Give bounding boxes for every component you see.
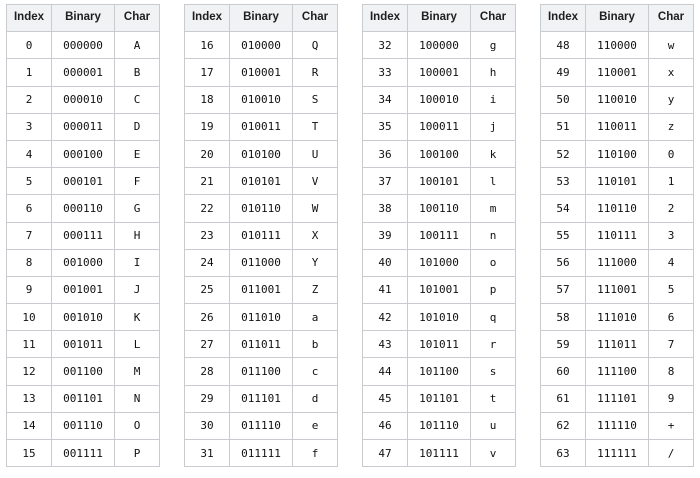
cell-binary: 100000 [408, 32, 471, 59]
cell-char: T [293, 113, 338, 140]
cell-char: G [115, 195, 160, 222]
cell-index: 60 [541, 358, 586, 385]
table-header-row [185, 5, 338, 32]
table-row [185, 168, 338, 195]
table-row [363, 276, 516, 303]
cell-binary: 011100 [230, 358, 293, 385]
cell-char: N [115, 385, 160, 412]
cell-char: M [115, 358, 160, 385]
cell-index: 11 [7, 331, 52, 358]
cell-char: k [471, 140, 516, 167]
cell-char: m [471, 195, 516, 222]
cell-binary: 001110 [52, 412, 115, 439]
table-row [363, 331, 516, 358]
base64-table-block-3 [540, 4, 694, 467]
cell-index: 7 [7, 222, 52, 249]
cell-binary: 001111 [52, 440, 115, 467]
table-row [7, 276, 160, 303]
table-row [541, 195, 694, 222]
cell-binary: 111011 [586, 331, 649, 358]
table-row [541, 59, 694, 86]
cell-char: V [293, 168, 338, 195]
cell-binary: 101111 [408, 440, 471, 467]
cell-char: J [115, 276, 160, 303]
table-row [185, 440, 338, 467]
table-row [541, 358, 694, 385]
table-row [7, 140, 160, 167]
cell-index: 19 [185, 113, 230, 140]
cell-binary: 110111 [586, 222, 649, 249]
cell-char: 6 [649, 304, 694, 331]
cell-index: 40 [363, 249, 408, 276]
column-header-char: Char [649, 5, 694, 32]
cell-index: 10 [7, 304, 52, 331]
cell-binary: 010001 [230, 59, 293, 86]
table-row [363, 385, 516, 412]
cell-index: 37 [363, 168, 408, 195]
cell-binary: 011101 [230, 385, 293, 412]
cell-binary: 101000 [408, 249, 471, 276]
table-row [541, 249, 694, 276]
cell-char: D [115, 113, 160, 140]
cell-index: 42 [363, 304, 408, 331]
base64-table-block-1 [184, 4, 338, 467]
cell-binary: 101010 [408, 304, 471, 331]
cell-char: d [293, 385, 338, 412]
cell-index: 55 [541, 222, 586, 249]
cell-index: 27 [185, 331, 230, 358]
cell-char: 5 [649, 276, 694, 303]
cell-binary: 100010 [408, 86, 471, 113]
table-row [541, 168, 694, 195]
cell-binary: 001010 [52, 304, 115, 331]
cell-char: 9 [649, 385, 694, 412]
cell-index: 1 [7, 59, 52, 86]
table-row [363, 195, 516, 222]
table-row [541, 440, 694, 467]
cell-index: 22 [185, 195, 230, 222]
cell-char: a [293, 304, 338, 331]
cell-index: 33 [363, 59, 408, 86]
cell-char: L [115, 331, 160, 358]
cell-index: 51 [541, 113, 586, 140]
cell-index: 34 [363, 86, 408, 113]
cell-binary: 100110 [408, 195, 471, 222]
cell-char: O [115, 412, 160, 439]
cell-binary: 010010 [230, 86, 293, 113]
table-row [185, 32, 338, 59]
cell-index: 4 [7, 140, 52, 167]
cell-char: Q [293, 32, 338, 59]
table-row [185, 59, 338, 86]
table-row [541, 276, 694, 303]
table-header-row [363, 5, 516, 32]
cell-index: 26 [185, 304, 230, 331]
table-row [363, 168, 516, 195]
cell-index: 23 [185, 222, 230, 249]
cell-char: q [471, 304, 516, 331]
cell-char: g [471, 32, 516, 59]
table-header-3 [541, 5, 694, 32]
cell-binary: 010110 [230, 195, 293, 222]
cell-char: c [293, 358, 338, 385]
cell-binary: 100101 [408, 168, 471, 195]
table-row [185, 304, 338, 331]
cell-char: A [115, 32, 160, 59]
cell-index: 3 [7, 113, 52, 140]
table-row [363, 440, 516, 467]
cell-binary: 100111 [408, 222, 471, 249]
table-row [7, 412, 160, 439]
table-row [363, 358, 516, 385]
cell-index: 53 [541, 168, 586, 195]
cell-char: I [115, 249, 160, 276]
cell-char: 3 [649, 222, 694, 249]
column-header-index: Index [7, 5, 52, 32]
cell-char: / [649, 440, 694, 467]
cell-binary: 001001 [52, 276, 115, 303]
cell-binary: 000111 [52, 222, 115, 249]
cell-binary: 010011 [230, 113, 293, 140]
cell-index: 61 [541, 385, 586, 412]
cell-index: 39 [363, 222, 408, 249]
table-row [185, 276, 338, 303]
base64-table-block-2 [362, 4, 516, 467]
table-row [541, 222, 694, 249]
cell-char: w [649, 32, 694, 59]
cell-binary: 111010 [586, 304, 649, 331]
cell-binary: 101110 [408, 412, 471, 439]
cell-index: 16 [185, 32, 230, 59]
cell-binary: 110110 [586, 195, 649, 222]
cell-char: H [115, 222, 160, 249]
cell-char: X [293, 222, 338, 249]
cell-binary: 011000 [230, 249, 293, 276]
column-header-index: Index [363, 5, 408, 32]
cell-binary: 000001 [52, 59, 115, 86]
table-row [185, 358, 338, 385]
cell-index: 56 [541, 249, 586, 276]
cell-binary: 110010 [586, 86, 649, 113]
cell-index: 49 [541, 59, 586, 86]
cell-char: 4 [649, 249, 694, 276]
table-header-1 [185, 5, 338, 32]
cell-binary: 011110 [230, 412, 293, 439]
cell-char: 0 [649, 140, 694, 167]
cell-index: 35 [363, 113, 408, 140]
table-row [7, 195, 160, 222]
table-row [185, 412, 338, 439]
cell-binary: 111001 [586, 276, 649, 303]
table-row [185, 195, 338, 222]
cell-binary: 111100 [586, 358, 649, 385]
table-header-row [541, 5, 694, 32]
table-row [363, 304, 516, 331]
table-row [185, 331, 338, 358]
cell-char: f [293, 440, 338, 467]
cell-index: 44 [363, 358, 408, 385]
cell-index: 57 [541, 276, 586, 303]
cell-binary: 100011 [408, 113, 471, 140]
cell-char: P [115, 440, 160, 467]
table-row [7, 168, 160, 195]
cell-char: e [293, 412, 338, 439]
table-row [541, 32, 694, 59]
cell-index: 14 [7, 412, 52, 439]
cell-binary: 110001 [586, 59, 649, 86]
column-header-char: Char [115, 5, 160, 32]
cell-index: 8 [7, 249, 52, 276]
table-body-3 [541, 32, 694, 467]
cell-binary: 011001 [230, 276, 293, 303]
cell-char: n [471, 222, 516, 249]
cell-index: 12 [7, 358, 52, 385]
cell-char: o [471, 249, 516, 276]
table-row [541, 140, 694, 167]
base64-table-block-0 [6, 4, 160, 467]
cell-binary: 110100 [586, 140, 649, 167]
cell-binary: 000010 [52, 86, 115, 113]
cell-index: 21 [185, 168, 230, 195]
cell-char: 2 [649, 195, 694, 222]
cell-char: S [293, 86, 338, 113]
table-row [363, 412, 516, 439]
cell-index: 36 [363, 140, 408, 167]
cell-index: 63 [541, 440, 586, 467]
cell-index: 62 [541, 412, 586, 439]
cell-binary: 001011 [52, 331, 115, 358]
table-row [185, 113, 338, 140]
cell-binary: 110011 [586, 113, 649, 140]
cell-binary: 100001 [408, 59, 471, 86]
cell-binary: 000110 [52, 195, 115, 222]
cell-char: x [649, 59, 694, 86]
column-header-binary: Binary [230, 5, 293, 32]
cell-binary: 011011 [230, 331, 293, 358]
cell-index: 52 [541, 140, 586, 167]
column-header-binary: Binary [586, 5, 649, 32]
cell-char: l [471, 168, 516, 195]
table-row [7, 440, 160, 467]
cell-char: U [293, 140, 338, 167]
table-body-1 [185, 32, 338, 467]
table-header-row [7, 5, 160, 32]
cell-char: Y [293, 249, 338, 276]
table-row [7, 331, 160, 358]
cell-binary: 000000 [52, 32, 115, 59]
cell-index: 54 [541, 195, 586, 222]
table-row [541, 113, 694, 140]
cell-binary: 101011 [408, 331, 471, 358]
cell-char: + [649, 412, 694, 439]
cell-index: 17 [185, 59, 230, 86]
table-header-2 [363, 5, 516, 32]
cell-char: i [471, 86, 516, 113]
table-row [363, 140, 516, 167]
cell-char: y [649, 86, 694, 113]
cell-index: 50 [541, 86, 586, 113]
cell-index: 45 [363, 385, 408, 412]
cell-char: t [471, 385, 516, 412]
table-row [541, 86, 694, 113]
cell-index: 43 [363, 331, 408, 358]
table-row [363, 59, 516, 86]
table-row [7, 86, 160, 113]
cell-index: 6 [7, 195, 52, 222]
table-row [7, 385, 160, 412]
table-row [541, 331, 694, 358]
cell-char: C [115, 86, 160, 113]
column-header-char: Char [293, 5, 338, 32]
column-header-binary: Binary [52, 5, 115, 32]
cell-char: 7 [649, 331, 694, 358]
table-row [541, 412, 694, 439]
table-row [185, 385, 338, 412]
cell-char: h [471, 59, 516, 86]
table-row [185, 86, 338, 113]
column-header-index: Index [185, 5, 230, 32]
cell-index: 48 [541, 32, 586, 59]
cell-index: 41 [363, 276, 408, 303]
cell-binary: 101100 [408, 358, 471, 385]
cell-index: 31 [185, 440, 230, 467]
cell-binary: 000101 [52, 168, 115, 195]
cell-binary: 111110 [586, 412, 649, 439]
cell-char: F [115, 168, 160, 195]
cell-binary: 001101 [52, 385, 115, 412]
cell-binary: 000100 [52, 140, 115, 167]
cell-binary: 100100 [408, 140, 471, 167]
cell-binary: 000011 [52, 113, 115, 140]
table-row [7, 32, 160, 59]
column-header-binary: Binary [408, 5, 471, 32]
cell-index: 46 [363, 412, 408, 439]
cell-index: 2 [7, 86, 52, 113]
cell-index: 13 [7, 385, 52, 412]
table-row [7, 358, 160, 385]
cell-index: 29 [185, 385, 230, 412]
cell-char: b [293, 331, 338, 358]
cell-index: 47 [363, 440, 408, 467]
cell-char: Z [293, 276, 338, 303]
table-row [185, 249, 338, 276]
cell-char: K [115, 304, 160, 331]
cell-binary: 010111 [230, 222, 293, 249]
cell-index: 15 [7, 440, 52, 467]
table-row [363, 113, 516, 140]
cell-binary: 001100 [52, 358, 115, 385]
cell-index: 18 [185, 86, 230, 113]
table-body-0 [7, 32, 160, 467]
cell-index: 5 [7, 168, 52, 195]
table-row [541, 385, 694, 412]
cell-index: 0 [7, 32, 52, 59]
cell-char: 8 [649, 358, 694, 385]
table-row [363, 222, 516, 249]
table-row [185, 140, 338, 167]
cell-index: 25 [185, 276, 230, 303]
cell-index: 38 [363, 195, 408, 222]
table-row [185, 222, 338, 249]
cell-char: z [649, 113, 694, 140]
cell-index: 9 [7, 276, 52, 303]
table-row [7, 59, 160, 86]
table-row [7, 113, 160, 140]
cell-char: E [115, 140, 160, 167]
table-row [363, 249, 516, 276]
cell-char: W [293, 195, 338, 222]
cell-binary: 110101 [586, 168, 649, 195]
cell-index: 20 [185, 140, 230, 167]
cell-binary: 011111 [230, 440, 293, 467]
table-row [7, 304, 160, 331]
cell-char: s [471, 358, 516, 385]
table-row [7, 249, 160, 276]
cell-binary: 010000 [230, 32, 293, 59]
cell-binary: 111111 [586, 440, 649, 467]
cell-char: B [115, 59, 160, 86]
table-row [363, 86, 516, 113]
cell-index: 28 [185, 358, 230, 385]
table-body-2 [363, 32, 516, 467]
table-row [363, 32, 516, 59]
cell-binary: 010100 [230, 140, 293, 167]
cell-binary: 011010 [230, 304, 293, 331]
cell-index: 24 [185, 249, 230, 276]
cell-binary: 101001 [408, 276, 471, 303]
cell-index: 58 [541, 304, 586, 331]
table-header-0 [7, 5, 160, 32]
cell-char: 1 [649, 168, 694, 195]
table-row [541, 304, 694, 331]
cell-binary: 110000 [586, 32, 649, 59]
cell-char: j [471, 113, 516, 140]
cell-char: R [293, 59, 338, 86]
cell-binary: 111101 [586, 385, 649, 412]
column-header-index: Index [541, 5, 586, 32]
cell-char: u [471, 412, 516, 439]
cell-binary: 010101 [230, 168, 293, 195]
cell-index: 59 [541, 331, 586, 358]
table-row [7, 222, 160, 249]
cell-index: 30 [185, 412, 230, 439]
cell-binary: 101101 [408, 385, 471, 412]
cell-char: v [471, 440, 516, 467]
column-header-char: Char [471, 5, 516, 32]
cell-binary: 111000 [586, 249, 649, 276]
cell-index: 32 [363, 32, 408, 59]
cell-char: r [471, 331, 516, 358]
cell-binary: 001000 [52, 249, 115, 276]
cell-char: p [471, 276, 516, 303]
